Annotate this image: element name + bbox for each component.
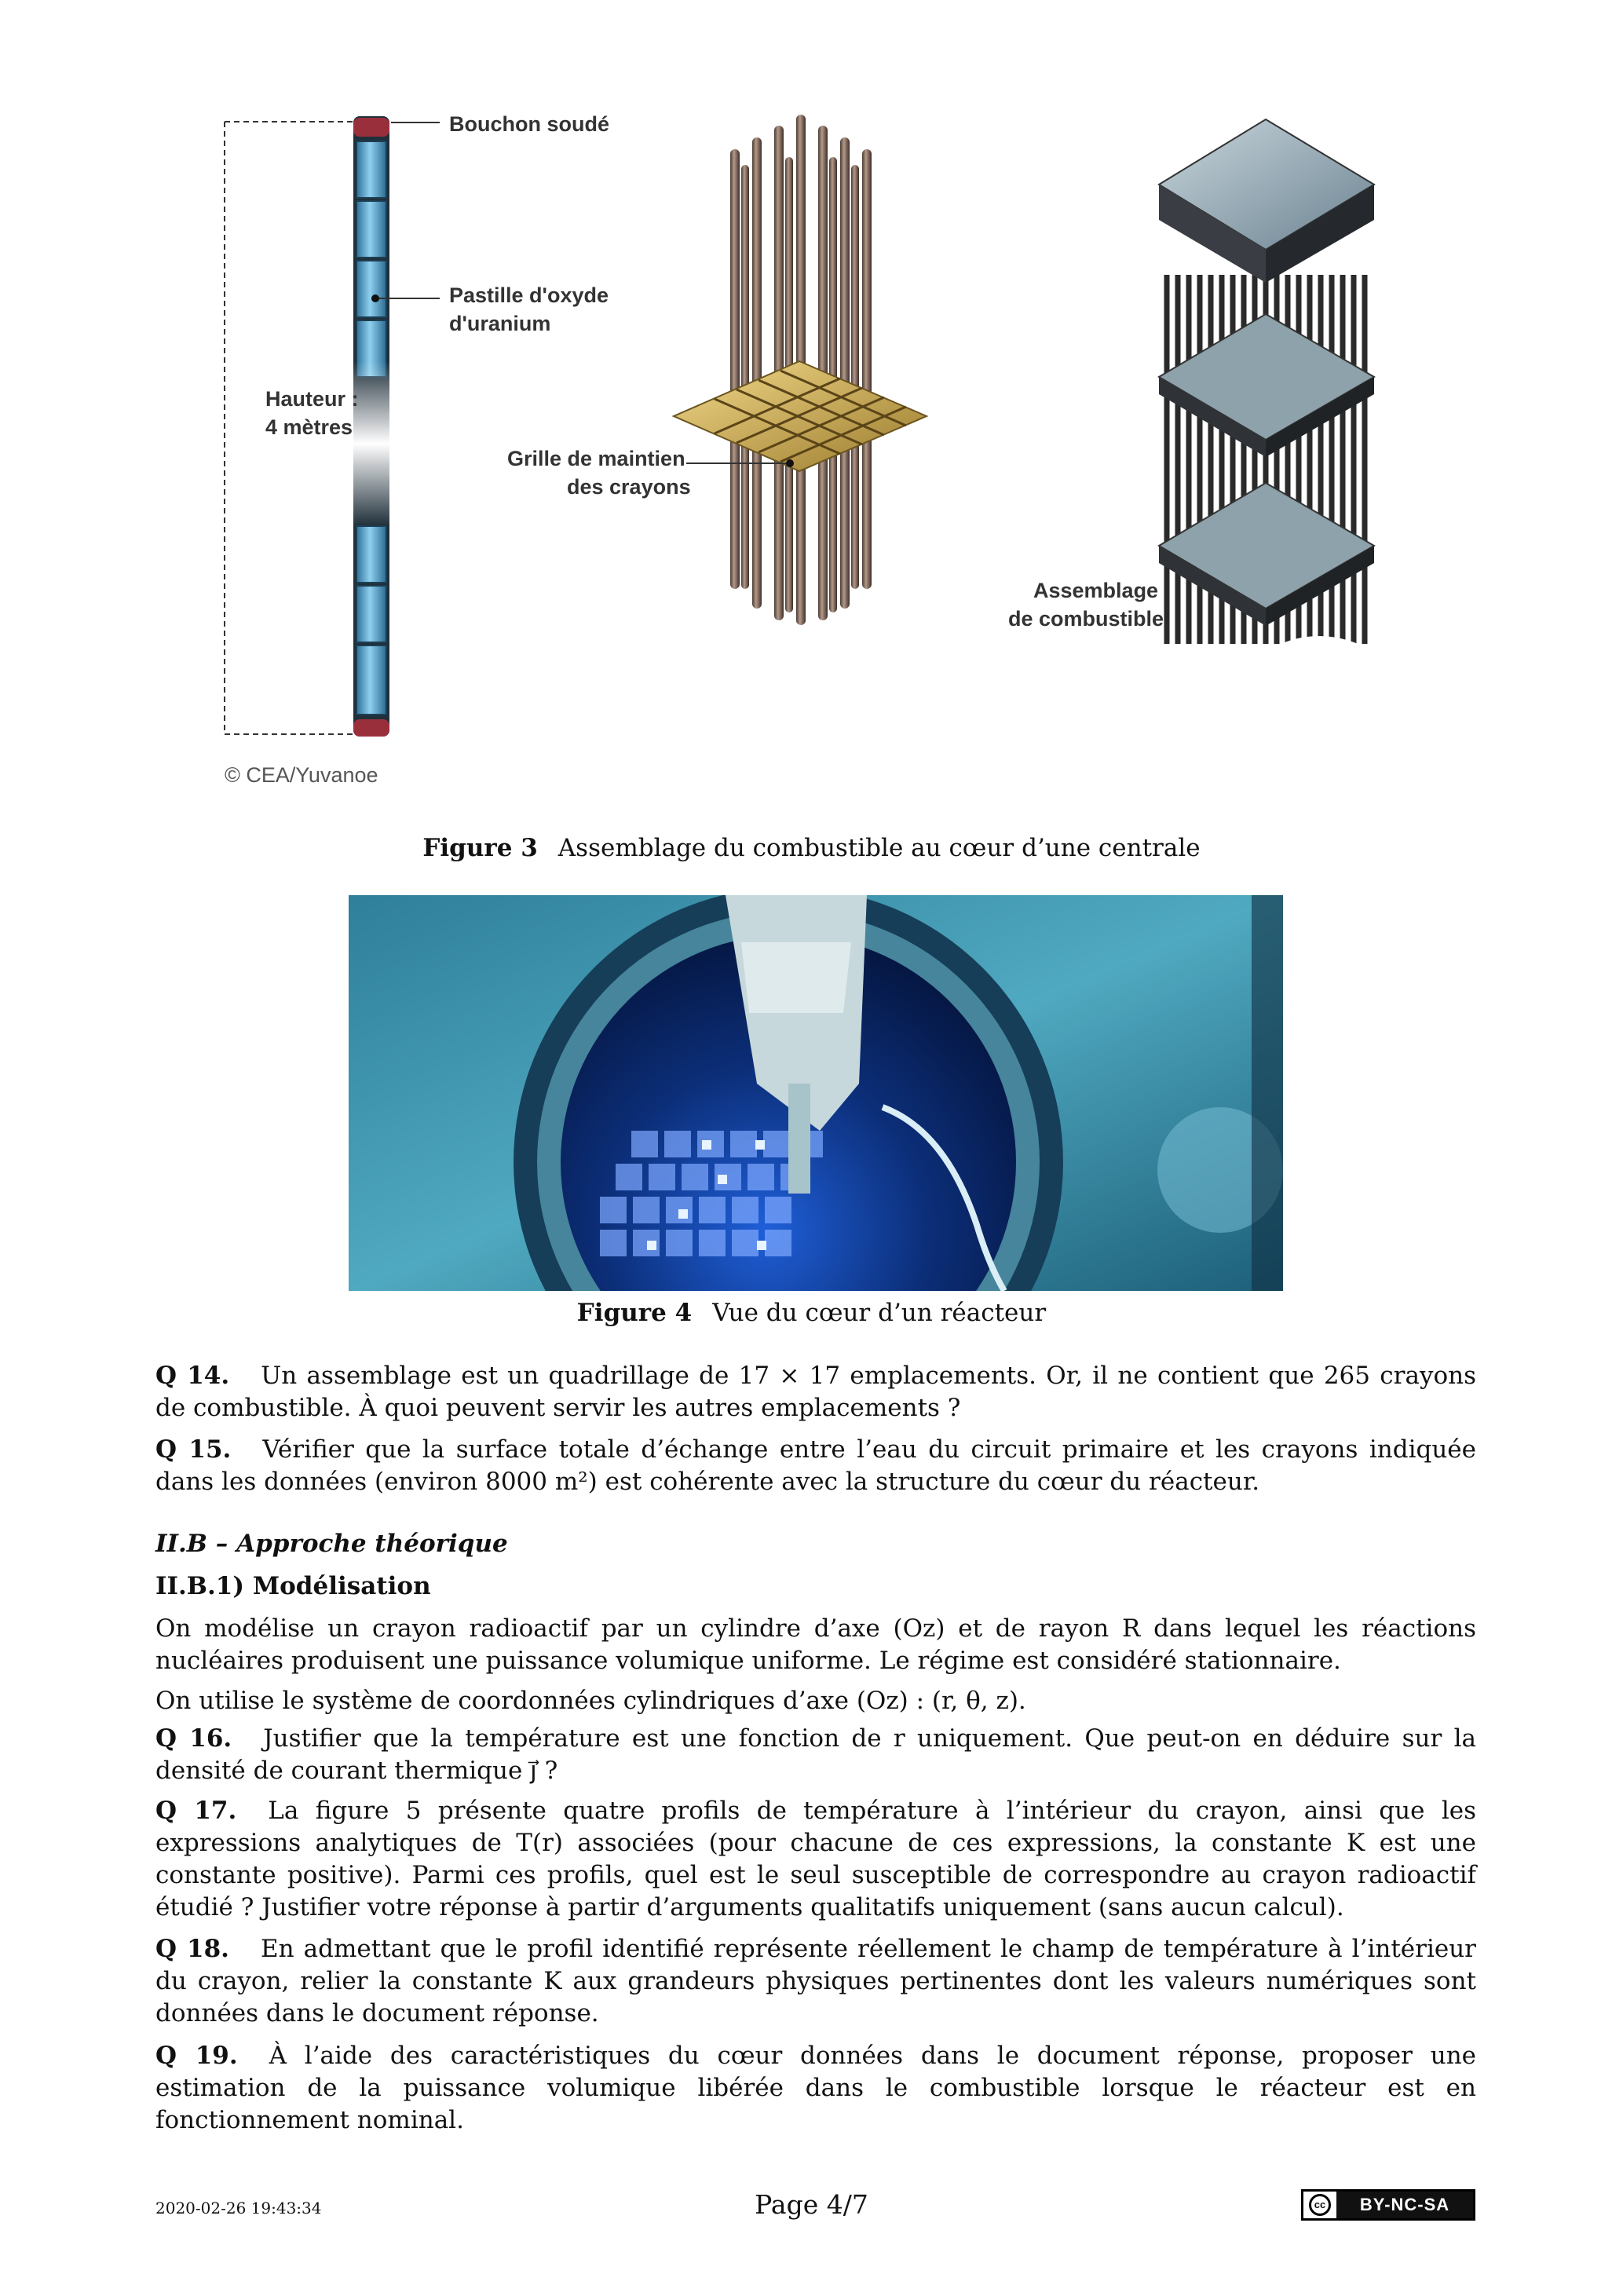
figure-4-caption — [0, 1299, 1623, 1327]
fuel-assembly — [1154, 119, 1374, 667]
question-17 — [155, 1795, 1476, 1924]
question-15-text: Vérifier que la surface totale d’échange entre l’eau du circuit primaire et les crayons indiquée dans les données (environ 8000 m²) est cohérente avec la structure du cœur du réacteur. — [155, 1435, 1476, 1496]
question-16-text: Justifier que la température est une fonction de r uniquement. Que peut-on en déduire sur la densité de courant thermique j⃗ ? — [155, 1724, 1476, 1785]
modelling-paragraph-1: On modélise un crayon radioactif par un cylindre d’axe (Oz) et de rayon R dans lequel les réactions nucléaires produisent une puissance volumique uniforme. Le régime est considéré stationnaire. — [155, 1614, 1476, 1675]
creative-commons-icon: cc — [1303, 2192, 1336, 2218]
subsection-heading: II.B.1) Modélisation — [155, 1572, 431, 1600]
figure-3-caption-text: Assemblage du combustible au cœur d’une centrale — [557, 834, 1201, 862]
image-credit: © CEA/Yuvanoe — [225, 763, 378, 787]
license-text: BY-NC-SA — [1336, 2192, 1473, 2218]
figure-3-caption — [0, 834, 1623, 862]
label-height-line1: Hauteur : — [265, 387, 359, 411]
label-uranium-pellet-line2: d'uranium — [449, 312, 551, 335]
label-grid-line2: des crayons — [567, 475, 691, 499]
question-19 — [155, 2040, 1476, 2137]
label-uranium-pellet-line1: Pastille d'oxyde — [449, 283, 609, 307]
license-badge[interactable] — [1301, 2189, 1475, 2221]
question-14-label: Q 14. — [155, 1362, 230, 1390]
figure-3 — [212, 102, 1406, 809]
footer-timestamp: 2020-02-26 19:43:34 — [155, 2199, 322, 2217]
figure-4 — [349, 895, 1283, 1291]
question-19-label: Q 19. — [155, 2042, 238, 2070]
label-grid-line1: Grille de maintien — [507, 447, 685, 470]
reactor-core-photo — [349, 895, 1283, 1291]
question-17-text: La figure 5 présente quatre profils de température à l’intérieur du crayon, ainsi que les expressions analytiques de T(r) associées (pour chacune de ces expressions, la constante K est une constante positive). Parmi ces profils, quel est le seul susceptible de correspondre au crayon radioactif étudié ? Justifier votre réponse à partir d’arguments qualitatifs uniquement (sans aucun calcul). — [155, 1797, 1476, 1921]
label-assembly-line1: Assemblage — [1033, 579, 1159, 602]
question-15-label: Q 15. — [155, 1435, 232, 1464]
question-16 — [155, 1723, 1476, 1787]
label-welded-plug: Bouchon soudé — [449, 112, 609, 136]
label-height-line2: 4 mètres — [265, 415, 353, 439]
question-15 — [155, 1434, 1476, 1498]
figure-3-caption-label: Figure 3 — [422, 834, 538, 862]
figure-4-caption-label: Figure 4 — [576, 1299, 693, 1327]
question-19-text: À l’aide des caractéristiques du cœur données dans le document réponse, proposer une estimation de la puissance volumique libérée dans le combustible lorsque le réacteur est en fonctionnement nominal. — [155, 2042, 1476, 2134]
question-14-text: Un assemblage est un quadrillage de 17 × 17 emplacements. Or, il ne contient que 265 crayons de combustible. À quoi peuvent servir les autres emplacements ? — [155, 1362, 1477, 1422]
modelling-paragraph-2: On utilise le système de coordonnées cylindriques d’axe (Oz) : (r, θ, z). — [155, 1687, 1026, 1715]
page-number: Page 4/7 — [755, 2189, 868, 2220]
question-18-text: En admettant que le profil identifié représente réellement le champ de température à l’intérieur du crayon, relier la constante K aux grandeurs physiques pertinentes dont les valeurs numériques sont données dans le document réponse. — [155, 1935, 1477, 2027]
fuel-assembly-illustration — [212, 102, 1406, 809]
rod-bundle — [674, 115, 927, 625]
section-heading: II.B – Approche théorique — [155, 1530, 508, 1558]
label-assembly-line2: de combustible — [1008, 607, 1164, 631]
question-14 — [155, 1360, 1476, 1424]
question-16-label: Q 16. — [155, 1724, 232, 1753]
figure-4-caption-text: Vue du cœur d’un réacteur — [712, 1299, 1047, 1327]
question-17-label: Q 17. — [155, 1797, 237, 1825]
question-18-label: Q 18. — [155, 1935, 229, 1963]
question-18 — [155, 1933, 1476, 2030]
